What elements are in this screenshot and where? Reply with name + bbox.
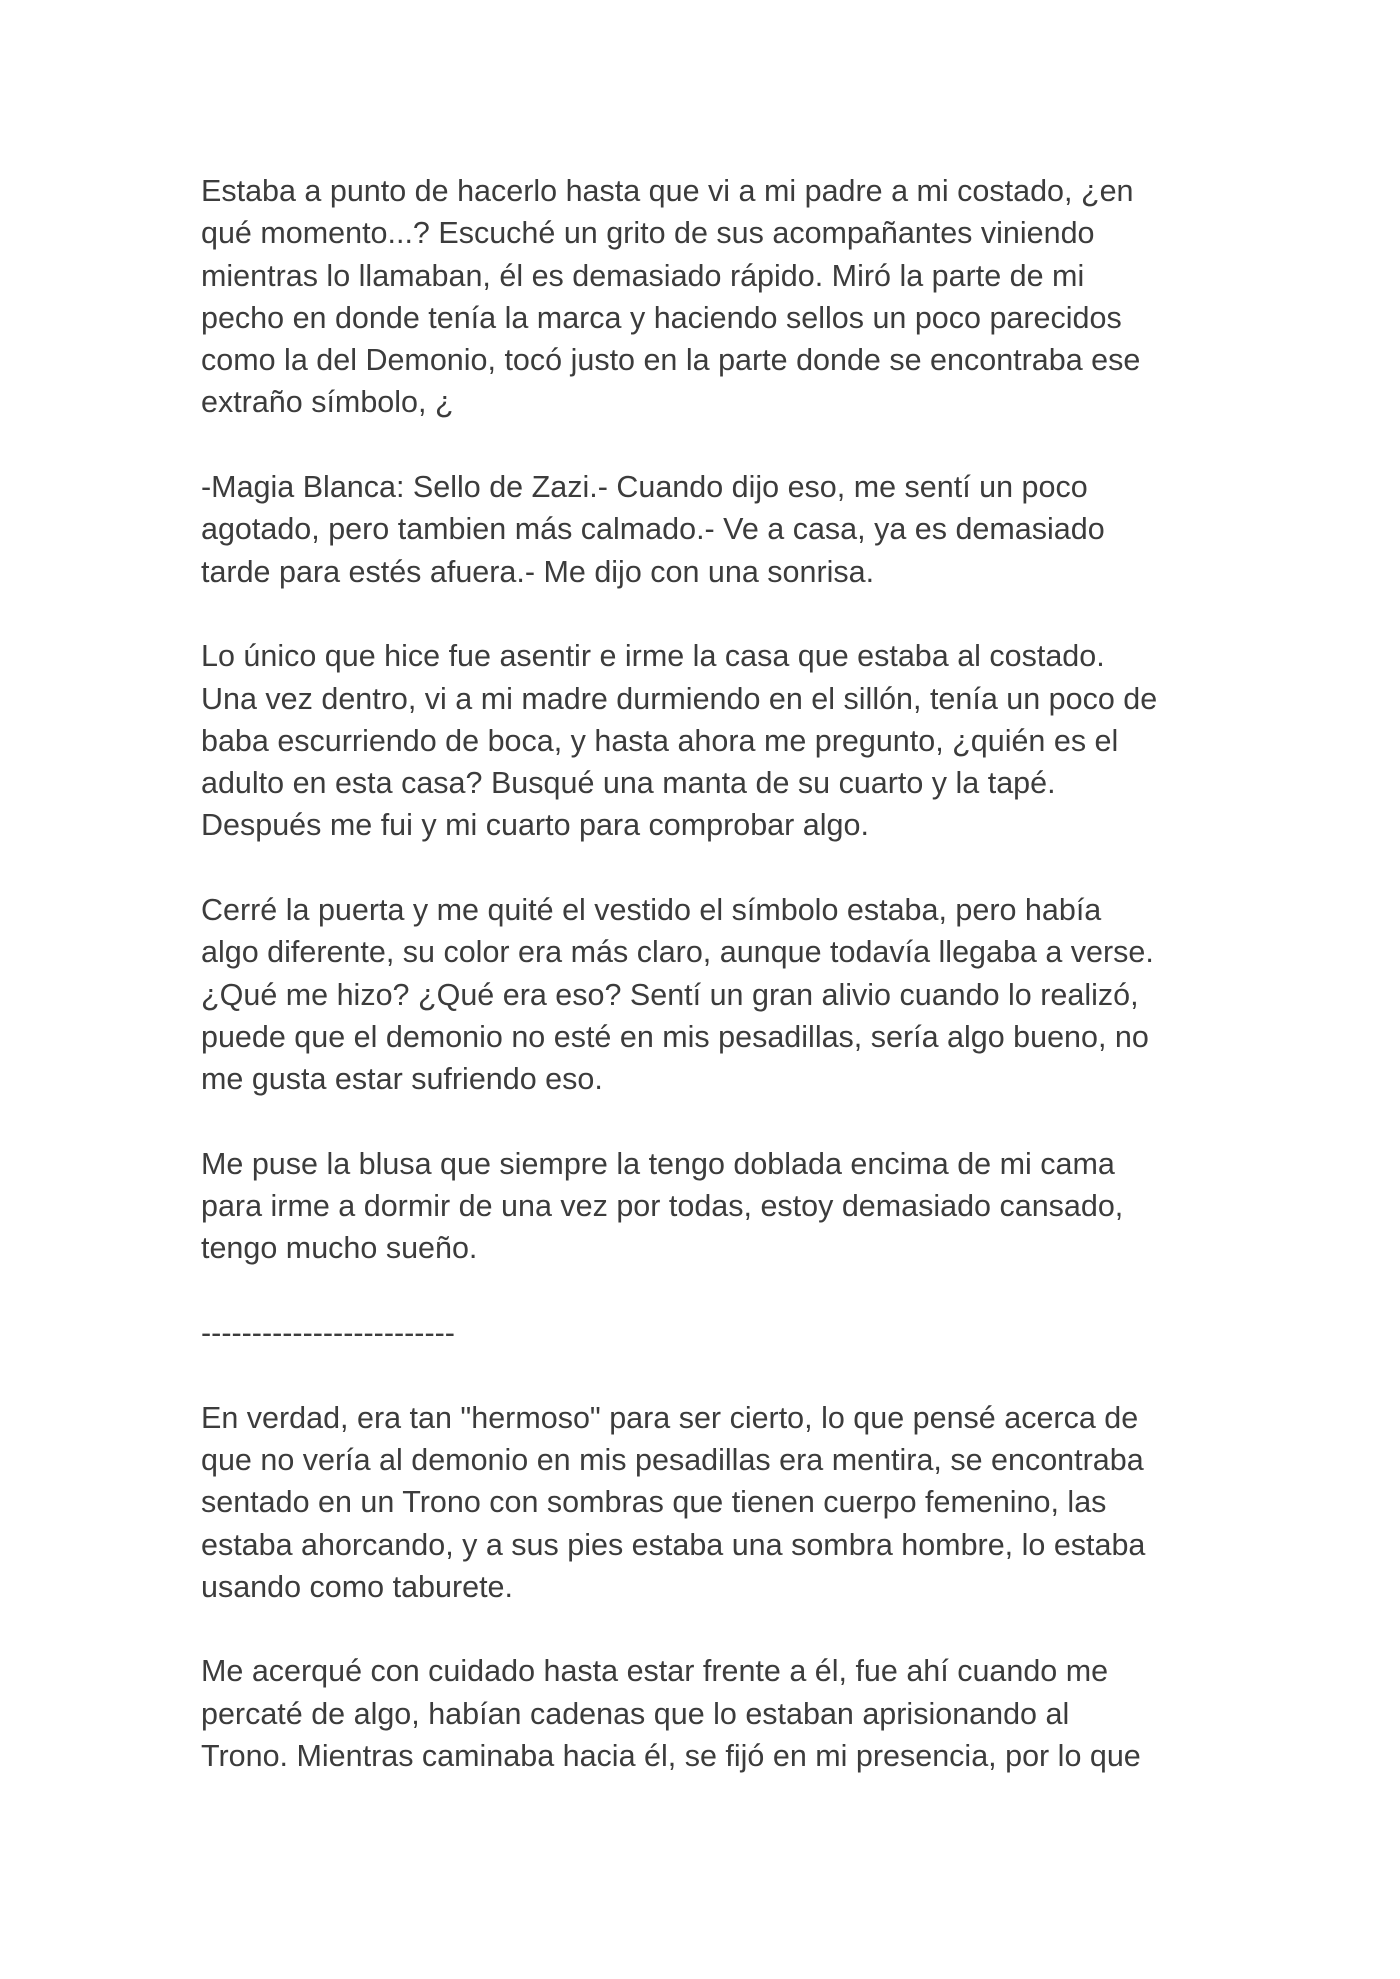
section-separator: ------------------------- [201, 1316, 455, 1351]
paragraph-7: Me acerqué con cuidado hasta estar frente a él, fue ahí cuando me percaté de algo, habían cadenas que lo estaban aprisionando al Trono. Mientras caminaba hacia él, se fijó en mi presencia, por lo que [201, 1654, 1141, 1773]
paragraph-4: Cerré la puerta y me quité el vestido el símbolo estaba, pero había algo diferente, su color era más claro, aunque todavía llegaba a verse. ¿Qué me hizo? ¿Qué era eso? Sentí un gran alivio cuando lo realizó, puede que el demonio no esté en mis pesadillas, sería algo bueno, no me gusta estar sufriendo eso. [201, 893, 1154, 1097]
paragraph-1: Estaba a punto de hacerlo hasta que vi a mi padre a mi costado, ¿en qué momento...? Escuché un grito de sus acompañantes viniendo mientras lo llamaban, él es demasiado rápido. Miró la parte de mi pecho en donde tenía la marca y haciendo sellos un poco parecidos como la del Demonio, tocó justo en la parte donde se encontraba ese extraño símbolo, ¿ [201, 174, 1141, 420]
paragraph-3: Lo único que hice fue asentir e irme la casa que estaba al costado. Una vez dentro, vi a mi madre durmiendo en el sillón, tenía un poco de baba escurriendo de boca, y hasta ahora me pregunto, ¿quién es el adulto en esta casa? Busqué una manta de su cuarto y la tapé. Después me fui y mi cuarto para comprobar algo. [201, 639, 1158, 843]
paragraph-6: En verdad, era tan "hermoso" para ser cierto, lo que pensé acerca de que no vería al demonio en mis pesadillas era mentira, se encontraba sentado en un Trono con sombras que tienen cuerpo femenino, las estaba ahorcando, y a sus pies estaba una sombra hombre, lo estaba usando como taburete. [201, 1400, 1146, 1604]
body-text [201, 170, 1211, 1820]
paragraph-2: -Magia Blanca: Sello de Zazi.- Cuando dijo eso, me sentí un poco agotado, pero tambien más calmado.- Ve a casa, ya es demasiado tarde para estés afuera.- Me dijo con una sonrisa. [201, 470, 1105, 589]
paragraph-5: Me puse la blusa que siempre la tengo doblada encima de mi cama para irme a dormir de una vez por todas, estoy demasiado cansado, tengo mucho sueño. [201, 1146, 1124, 1266]
